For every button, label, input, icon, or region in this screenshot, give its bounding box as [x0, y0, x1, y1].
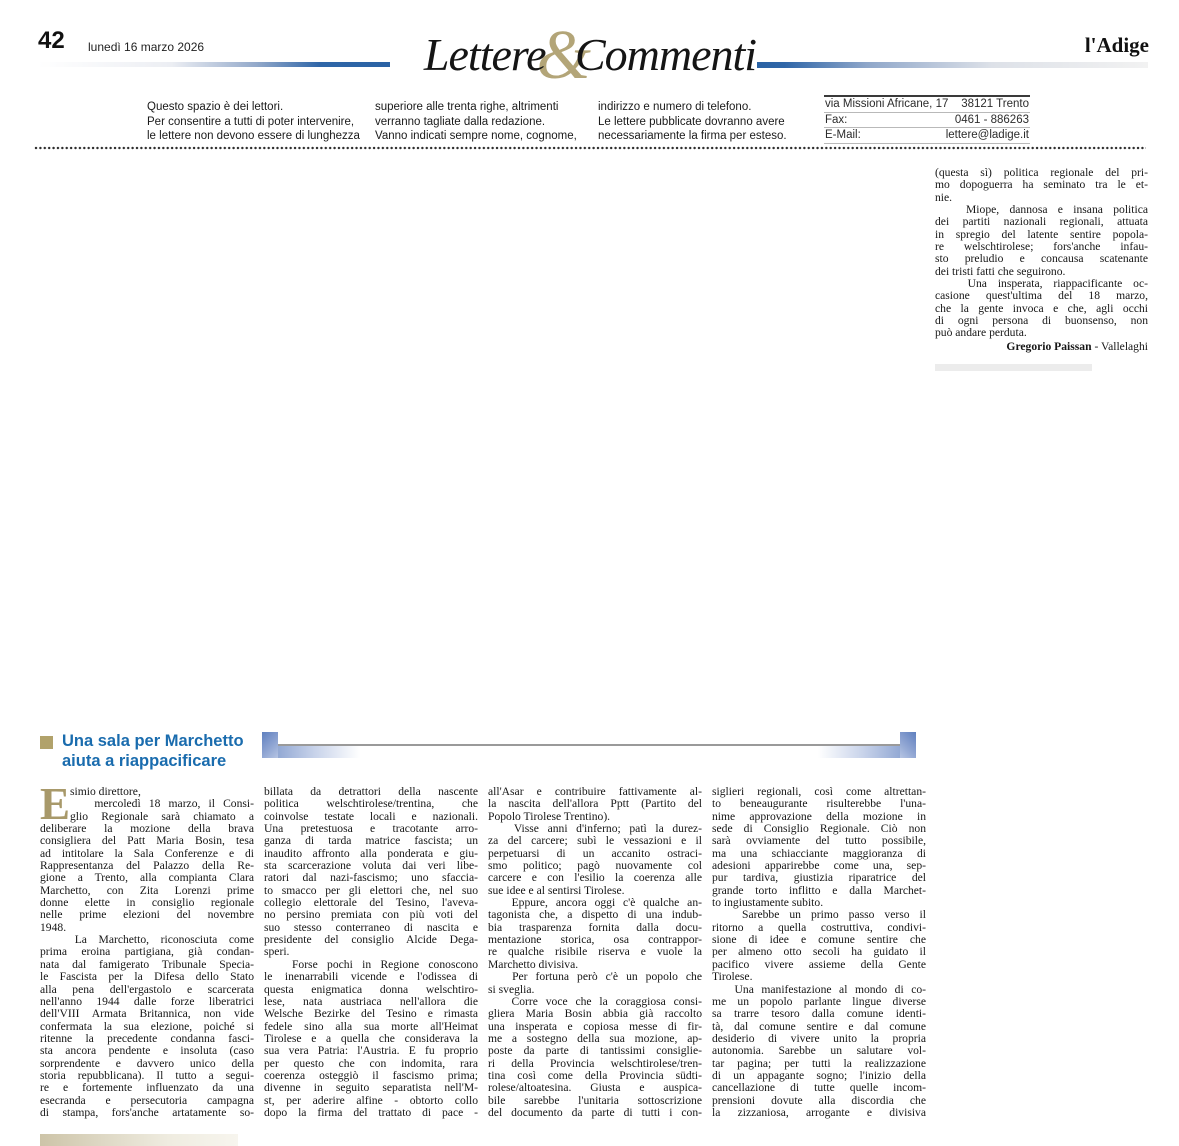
page-date: lunedì 16 marzo 2026 [88, 40, 205, 54]
photo-frame-corner-right [900, 732, 916, 758]
newspaper-brand: l'Adige [1084, 33, 1149, 57]
contact-row-address [824, 97, 1030, 113]
bottom-accent-bar [40, 1134, 238, 1146]
contact-row-fax [824, 113, 1030, 129]
headline-text [62, 731, 244, 771]
letter-column-3 [488, 786, 702, 1119]
contact-email-label: E-Mail: [825, 129, 861, 141]
contact-fax-label: Fax: [825, 113, 848, 126]
contact-block [824, 95, 1030, 144]
signature-place: - Vallelaghi [1091, 339, 1148, 353]
photo-frame-gradient-left [278, 746, 360, 758]
contact-row-email [824, 128, 1030, 144]
contact-address-value: 38121 Trento [961, 98, 1029, 110]
letter-headline [40, 731, 244, 771]
headline-bullet-icon [40, 736, 53, 749]
letter-continuation-column [935, 167, 1148, 353]
notice-column-3: indirizzo e numero di telefono. Le lettere pubblicate dovranno avere necessariamente la firma per esteso. [598, 101, 787, 143]
letter-column-5-text: (questa sì) politica regionale del pri- mo dopoguerra ha seminato tra le et- nie. Miope, dannosa e insana politica dei partiti nazionali regionali, attuata in spregio del latente sentire popola- re welschtirolese; fors'anche infau- sto preludio e concausa scatenante dei tristi fatti che seguirono. Una insperata, riappacificante oc- casione quest'ultima del 18 marzo, che la gente invoca e che, agli occhi di ogni persona di buonsenso, non può andare perduta. [935, 166, 1148, 340]
letter-column-4 [712, 786, 926, 1119]
masthead-ampersand-icon: & [536, 17, 591, 94]
masthead-word-right: Commenti [574, 29, 757, 80]
notice-column-1: Questo spazio è dei lettori. Per consentire a tutti di poter intervenire, le lettere non devono essere di lunghezza [147, 101, 360, 143]
letter-column-4-text: siglieri regionali, così come altrettan- to beneaugurante risulterebbe l'una- nime approvazione della mozione in sede di Consiglio Regionale. Ciò non sarà ovviamente del tutto possibile, ma una schiacciante maggioranza di adesioni apparirebbe come una, sep- pur tardiva, giustizia riparatrice del grande torto inflitto e dalla Marchet- to ingiustamente subito. Sarebbe un primo passo verso il ritorno a quella costruttiva, condivi- sione di idee e comune sentire che per almeno otto secoli ha guidato il pacifico vivere assieme della Gente Tirolese. Una manifestazione al mondo di co- me un popolo parlante lingue diverse sa trarre tesoro dalla comune identi- tà, dal comune sentire e dal comune desiderio di vivere unito la propria autonomia. Sarebbe un salutare vol- tar pagina; per tutti la realizzazione di un appagante sogno; l'inizio della cancellazione di tutte quelle incom- prensioni dovute alla discordia che la zizzaniosa, arrogante e divisiva [712, 785, 926, 1119]
contact-email-value: lettere@ladige.it [945, 129, 1029, 141]
contact-address-label: via Missioni Africane, 17 [825, 98, 949, 110]
section-masthead [355, 8, 825, 94]
letter-column-2-text: billata da detrattori della nascente politica welschtirolese/trentina, che coinvolse testate locali e nazionali. Una pretestuosa e tracotante arro- ganza di tarda matrice fascista; un inaudito affronto alla ponderata e giu- sta scarcerazione voluta dai veri libe- ratori dal nazi-fascismo; uno sfaccia- to smacco per gli elettori che, nel suo collegio elettorale del Tesino, l'aveva- no persino premiata con più voti del suo stesso conterraneo di nascita e presidente del consiglio Alcide Dega- speri. Forse pochi in Regione conoscono le inenarrabili vicende e l'odissea di questa enigmatica donna welschtiro- lese, nata austriaca nell'allora die Welsche Bezirke del Tesino e rimasta fedele sino alla sua morte all'Heimat Tirolese e a quella che considerava la sua vera Patria: l'Austria. E fu proprio per questo che con indomita, rara coerenza osteggiò il fascismo prima; divenne in seguito separatista nell'M- st, per aderire alfine - obtorto collo dopo la firma del trattato di pace - [264, 785, 478, 1119]
signature-name: Gregorio Paissan [1006, 339, 1092, 353]
letter-column-1-text: simio direttore, mercoledì 18 marzo, il Consi- glio Regionale sarà chiamato a deliberare la mozione della brava consigliera del Patt Maria Bosin, tesa ad intitolare la Sala Conferenze e di Rappresentanza del Palazzo della Re- gione a Trento, alla compianta Clara Marchetto, con Zita Lorenzi prime donne elette in consiglio regionale nelle prime elezioni del novembre 1948. La Marchetto, riconosciuta come prima eroina partigiana, già condan- nata dal famigerato Tribunale Specia- le Fascista per la Difesa dello Stato alla pena dell'ergastolo e scarcerata nell'anno 1944 dalle forze liberatrici dell'VIII Armata Britannica, non vide confermata la sua elezione, poiché si ritenne la precedente condanna fasci- sta ancora pendente e insoluta (caso sorprendente e davvero unico della storia repubblicana). Il tutto a segui- re e fortemente influenzato da una esecranda e persecutoria campagna di stampa, fors'anche artatamente so- [40, 785, 254, 1119]
photo-frame-corner-left [262, 732, 278, 758]
letter-column-3-text: all'Asar e contribuire fattivamente al- la nascita dell'allora Pptt (Partito del Popolo Tirolese Trentino). Visse anni d'inferno; patì la durez- za del carcere; subì le vessazioni e il perpetuarsi di un accanito ostraci- smo politico; pagò nuovamente col carcere e con l'esilio la coerenza alle sue idee e al sentirsi Tirolese. Eppure, ancora oggi c'è qualche an- tagonista che, a dispetto di una indub- bia trasparenza fornita dalla docu- mentazione storica, osa contrappor- re qualche risibile riserva e vuole la Marchetto divisiva. Per fortuna però c'è un popolo che si sveglia. Corre voce che la coraggiosa consi- gliera Maria Bosin abbia già raccolto una insperata e copiosa messe di fir- me a sostegno della sua mozione, ap- poste da parte di tantissimi consiglie- ri della Provincia welschtirolese/tren- tina così come della Provincia südti- rolese/altoatesina. Giusta e auspica- bile sarebbe l'unitaria sottoscrizione del documento da parte di tutti i con- [488, 785, 702, 1119]
signature-divider-bar [935, 364, 1092, 371]
dotted-divider [34, 146, 1146, 150]
notice-column-2: superiore alle trenta righe, altrimenti verranno tagliate dalla redazione. Vanno indicati sempre nome, cognome, [375, 101, 577, 143]
drop-cap: E [40, 779, 71, 829]
header-gradient-bar-left [38, 62, 390, 67]
masthead-word-left: Lettere [423, 29, 546, 80]
photo-frame-bottom-line [277, 744, 903, 746]
photo-frame-gradient-right [818, 746, 900, 758]
headline-line-1: Una sala per Marchetto [62, 732, 244, 750]
letter-column-1 [40, 779, 254, 1119]
letter-column-2 [264, 786, 478, 1119]
headline-line-2: aiuta a riappacificare [62, 752, 227, 770]
letter-signature [935, 341, 1148, 353]
header-gradient-bar-right [757, 62, 1148, 68]
page-number: 42 [38, 27, 65, 54]
contact-fax-value: 0461 - 886263 [954, 113, 1029, 126]
